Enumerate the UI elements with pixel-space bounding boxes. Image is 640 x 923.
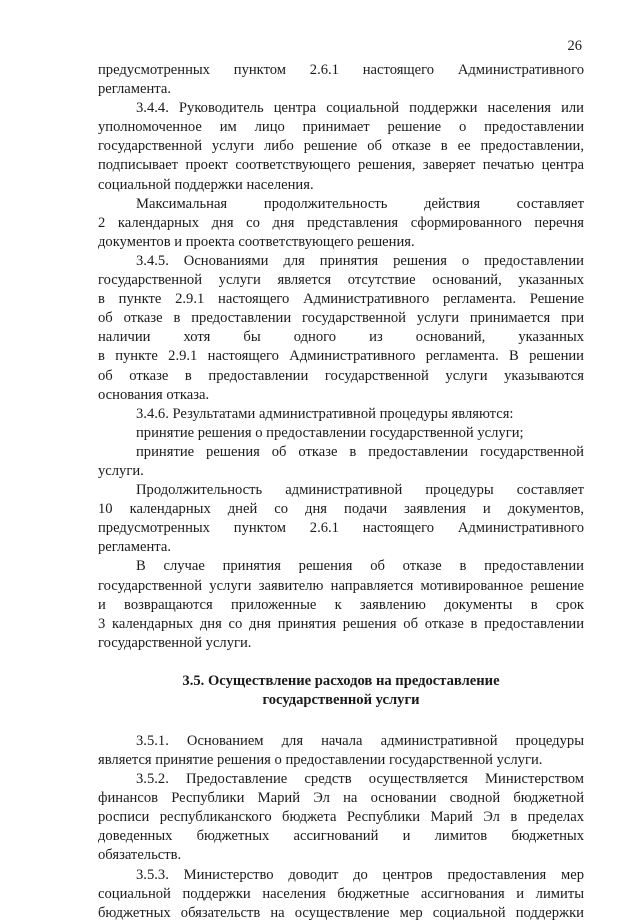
text-line: 3 календарных дня со дня принятия решения об отказе в предоставлении [98, 615, 584, 632]
text-line: регламента. [98, 81, 171, 98]
text-line: 3.5.1. Основанием для начала административной процедуры [136, 732, 584, 749]
text-line: государственной услуги является отсутствие оснований, указанных [98, 272, 584, 289]
section-heading-line-1: 3.5. Осуществление расходов на предоставление [182, 672, 500, 689]
text-line: государственной услуги либо решение об отказе в ее предоставлении, [98, 138, 584, 155]
text-line: подписывает проект соответствующего решения, заверяет печатью центра [98, 157, 584, 174]
text-line: социальной поддержки населения. [98, 176, 314, 193]
text-line: регламента. [98, 539, 171, 556]
text-line: основания отказа. [98, 386, 210, 403]
text-line: предусмотренных пунктом 2.6.1 настоящего Административного [98, 520, 584, 537]
text-line: 3.4.5. Основаниями для принятия решения о предоставлении [136, 252, 584, 269]
page-number: 26 [567, 38, 582, 54]
text-line: 3.4.4. Руководитель центра социальной поддержки населения или [136, 100, 584, 117]
text-line: 3.5.2. Предоставление средств осуществляется Министерством [136, 771, 584, 788]
text-line: наличии хотя бы одного из оснований, указанных [98, 329, 584, 346]
text-line: 3.5.3. Министерство доводит до центров предоставления мер [136, 866, 584, 883]
text-line: является принятие решения о предоставлении государственной услуги. [98, 752, 543, 768]
text-line: государственной услуги заявителю направляется мотивированное решение [98, 577, 584, 594]
text-line: В случае принятия решения об отказе в предоставлении [136, 558, 584, 575]
section-heading [98, 672, 584, 710]
text-line: Продолжительность административной процедуры составляет [136, 482, 584, 499]
text-line: 3.4.6. Результатами административной процедуры являются: [136, 405, 514, 422]
text-line: финансов Республики Марий Эл на основании сводной бюджетной [98, 790, 584, 807]
body-text [98, 61, 584, 923]
text-line: в пункте 2.9.1 настоящего Административного регламента. В решении [98, 348, 584, 365]
text-line: государственной услуги. [98, 634, 252, 651]
section-3-4-text [98, 61, 584, 653]
text-line: бюджетных обязательств на осуществление мер социальной поддержки [98, 904, 584, 921]
text-line: об отказе в предоставлении государственной услуги указываются [98, 367, 584, 384]
text-line: доведенных бюджетных ассигнований и лимитов бюджетных [98, 828, 584, 845]
text-line: обязательств. [98, 847, 182, 864]
text-line: об отказе в предоставлении государственной услуги принимается при [98, 310, 584, 327]
text-line: 2 календарных дня со дня представления сформированного перечня [98, 214, 584, 231]
section-heading-line-2: государственной услуги [262, 691, 420, 708]
text-line: 10 календарных дней со дня подачи заявления и документов, [98, 501, 584, 518]
text-line: принятие решения об отказе в предоставлении государственной [136, 443, 584, 460]
section-3-5-text [98, 732, 584, 923]
text-line: предусмотренных пунктом 2.6.1 настоящего Административного [98, 62, 584, 78]
text-line: в пункте 2.9.1 настоящего Административного регламента. Решение [98, 291, 584, 308]
text-line: росписи республиканского бюджета Республики Марий Эл в пределах [98, 809, 584, 826]
text-line: Максимальная продолжительность действия составляет [136, 195, 584, 212]
text-line: документов и проекта соответствующего решения. [98, 233, 415, 250]
text-line: уполномоченное им лицо принимает решение о предоставлении [98, 119, 584, 136]
text-line: и возвращаются приложенные к заявлению документы в срок [98, 596, 584, 613]
text-line: принятие решения о предоставлении государственной услуги; [136, 424, 524, 441]
text-line: услуги. [98, 462, 144, 479]
text-line: социальной поддержки населения бюджетные ассигнования и лимиты [98, 885, 584, 902]
